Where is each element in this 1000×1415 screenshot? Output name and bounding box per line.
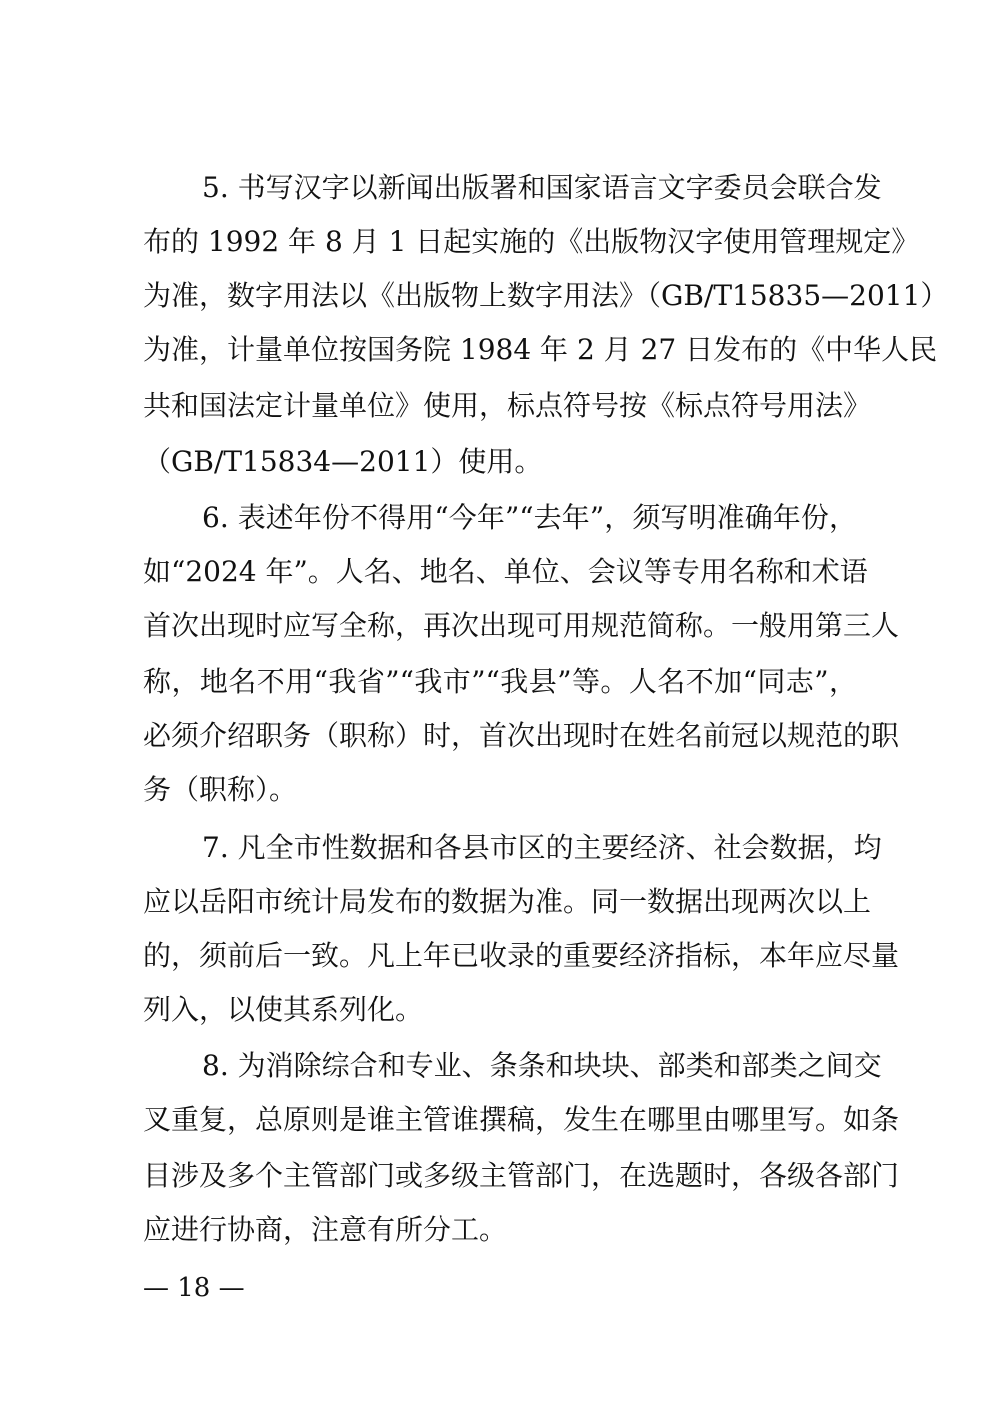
paragraph-6-line-4: 称，地名不用“我省”“我市”“我县”等。人名不加“同志”， <box>143 665 857 698</box>
paragraph-8-line-2: 叉重复，总原则是谁主管谁撰稿，发生在哪里由哪里写。如条 <box>143 1103 900 1136</box>
paragraph-7-line-2: 应以岳阳市统计局发布的数据为准。同一数据出现两次以上 <box>143 885 872 918</box>
paragraph-5-line-6: （GB/T15834—2011）使用。 <box>143 445 543 478</box>
paragraph-5-line-5: 共和国法定计量单位》使用，标点符号按《标点符号用法》 <box>143 389 872 422</box>
paragraph-5-line-3: 为准，数字用法以《出版物上数字用法》（GB/T15835—2011） <box>143 279 949 312</box>
paragraph-6-line-2: 如“2024 年”。人名、地名、单位、会议等专用名称和术语 <box>143 555 868 588</box>
paragraph-7-line-1: 7. 凡全市性数据和各县市区的主要经济、社会数据，均 <box>202 831 882 864</box>
page-number: — 18 — <box>143 1273 245 1303</box>
paragraph-7-line-3: 的，须前后一致。凡上年已收录的重要经济指标，本年应尽量 <box>143 939 900 972</box>
paragraph-5-line-1: 5. 书写汉字以新闻出版署和国家语言文字委员会联合发 <box>202 171 882 204</box>
paragraph-6-line-3: 首次出现时应写全称，再次出现可用规范简称。一般用第三人 <box>143 609 900 642</box>
paragraph-8-line-1: 8. 为消除综合和专业、条条和块块、部类和部类之间交 <box>202 1049 882 1082</box>
paragraph-7-line-4: 列入，以使其系列化。 <box>143 993 424 1026</box>
paragraph-5-line-4: 为准，计量单位按国务院 1984 年 2 月 27 日发布的《中华人民 <box>143 333 938 366</box>
paragraph-6-line-1: 6. 表述年份不得用“今年”“去年”，须写明准确年份， <box>202 501 857 534</box>
paragraph-6-line-6: 务（职称）。 <box>143 773 298 806</box>
paragraph-6-line-5: 必须介绍职务（职称）时，首次出现时在姓名前冠以规范的职 <box>143 719 900 752</box>
paragraph-8-line-3: 目涉及多个主管部门或多级主管部门，在选题时，各级各部门 <box>143 1159 900 1192</box>
paragraph-5-line-2: 布的 1992 年 8 月 1 日起实施的《出版物汉字使用管理规定》 <box>143 225 920 258</box>
paragraph-8-line-4: 应进行协商，注意有所分工。 <box>143 1213 508 1246</box>
